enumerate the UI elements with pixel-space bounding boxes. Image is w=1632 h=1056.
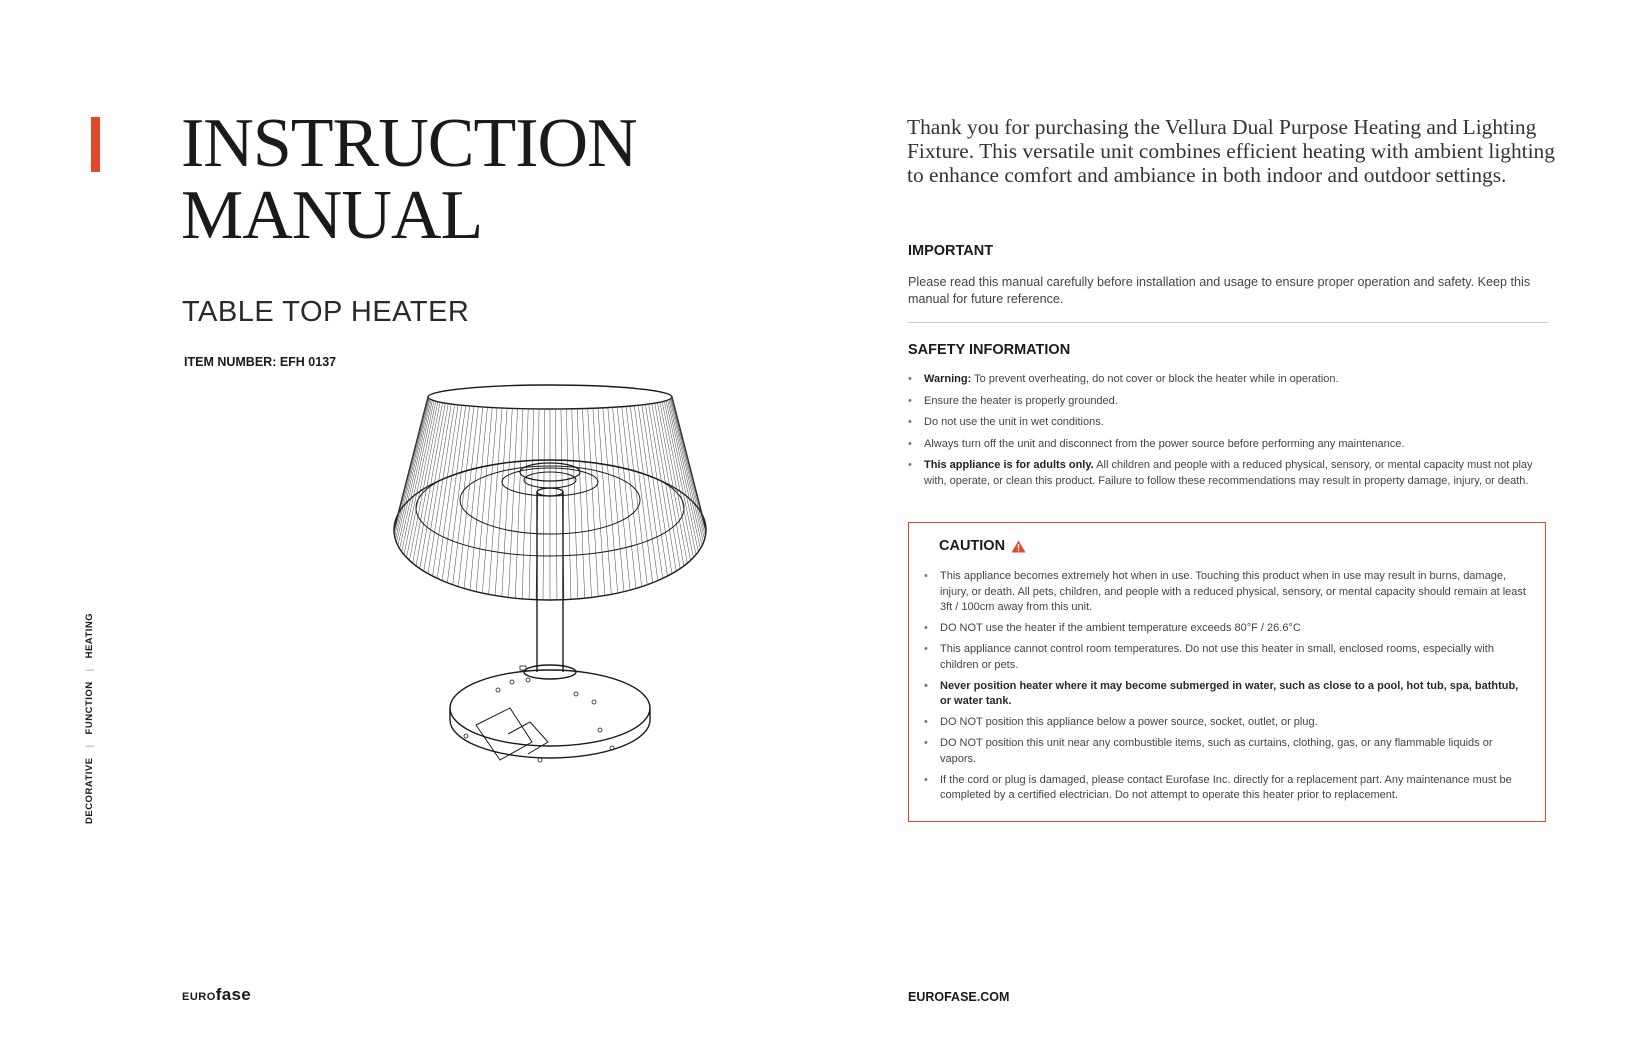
important-heading: IMPORTANT [908, 243, 994, 259]
safety-item-text: Ensure the heater is properly grounded. [924, 394, 1118, 407]
section-divider [908, 322, 1548, 323]
logo-fase: fase [215, 985, 252, 1004]
safety-item [908, 437, 1548, 453]
shade-pleat-line [458, 407, 478, 587]
table-top-heater-illustration [380, 350, 720, 830]
shade-pleat-line [447, 406, 469, 583]
website-link[interactable]: EUROFASE.COM [908, 990, 1010, 1004]
lamp-shade [394, 385, 706, 600]
manual-title [181, 105, 637, 254]
safety-item-text: To prevent overheating, do not cover or block the heater while in operation. [971, 373, 1339, 385]
shade-pleat-line [522, 409, 528, 599]
tag-function: FUNCTION [84, 681, 95, 735]
caution-item: • This appliance cannot control room temperatures. Do not use this heater in small, enclosed rooms, especially with children or pets. [924, 642, 1529, 673]
safety-item-text: Do not use the unit in wet conditions. [924, 416, 1104, 428]
shade-pleat-line [464, 407, 483, 588]
safety-list [908, 372, 1548, 495]
shade-pleat-line [670, 399, 703, 542]
shade-pleat-line [588, 408, 599, 596]
shade-pleat-line [669, 400, 702, 546]
shade-pleat-line [409, 402, 440, 560]
shade-pleat-line [398, 400, 431, 546]
shade-pleat-line [529, 409, 534, 599]
shade-pleat-line [395, 398, 429, 536]
accent-bar [91, 117, 100, 172]
item-number: ITEM NUMBER: EFH 0137 [184, 355, 337, 369]
safety-item-text: All children and people with a reduced physical, sensory, or mental capacity must not play with, operate, or clean this product. Failure to follow these recommendations may result in property damage, injury, or death. [924, 459, 1533, 487]
eurofase-logo [182, 985, 251, 1005]
shade-pleat-line [671, 399, 705, 540]
caution-box [908, 522, 1546, 822]
logo-euro: EURO [182, 991, 216, 1003]
side-category-tags [84, 614, 104, 824]
shade-pleat-line [622, 407, 642, 587]
shade-pleat-line [672, 398, 706, 536]
shade-pleat-line [630, 406, 652, 583]
caution-item: • If the cord or plug is damaged, please contact Eurofase Inc. directly for a replacement part. Any maintenance must be completed by a certified electrician. Do not attempt to operate this heater prior to replacement. [924, 773, 1529, 804]
caution-item: • Never position heater where it may become submerged in water, such as close to a pool, hot tub, spa, bathtub, or water tank. [924, 679, 1529, 710]
shade-pleat-line [453, 406, 474, 584]
caution-item: • This appliance becomes extremely hot when in use. Touching this product when in use may result in burns, damage, injury, or death. All pets, children, and people with a reduced physical, sensory, or mental capacity should remain at least 3ft / 100cm away from this unit. [924, 569, 1529, 616]
shade-pleat-line [593, 408, 605, 595]
shade-pleat-line [502, 408, 513, 596]
shade-pleat-line [489, 408, 502, 594]
shade-pleat-line [598, 408, 611, 594]
safety-item [908, 458, 1548, 489]
safety-item [908, 394, 1548, 410]
caution-list [924, 569, 1529, 809]
safety-item-text: Always turn off the unit and disconnect from the power source before performing any maintenance. [924, 437, 1405, 450]
tag-decorative: DECORATIVE [84, 757, 95, 824]
shade-pleat-line [572, 409, 578, 599]
tag-separator: | [84, 668, 95, 672]
tag-separator: | [84, 744, 95, 748]
caution-heading [939, 538, 1026, 554]
intro-paragraph: Thank you for purchasing the Vellura Dual Purpose Heating and Lighting Fixture. This versatile unit combines efficient heating with ambient lighting to enhance comfort and ambiance in both indoor and outdoor settings. [907, 115, 1555, 187]
shade-pleat-line [582, 409, 591, 598]
tag-heating: HEATING [84, 612, 95, 659]
shade-pleat-line [397, 399, 430, 542]
caution-item: • DO NOT position this appliance below a power source, socket, outlet, or plug. [924, 715, 1529, 731]
shade-pleat-line [395, 399, 429, 540]
shade-pleat-line [394, 398, 428, 534]
warning-triangle-icon [1011, 540, 1026, 553]
title-line-2: MANUAL [181, 177, 483, 254]
shade-pleat-line [672, 398, 706, 534]
safety-heading: SAFETY INFORMATION [908, 342, 1071, 358]
caution-title: CAUTION [939, 538, 1006, 554]
shade-pleat-line [617, 407, 636, 588]
title-line-1: INSTRUCTION [181, 105, 637, 182]
caution-item: • DO NOT use the heater if the ambient temperature exceeds 80°F / 26.6°C [924, 621, 1529, 637]
shade-pleat-line [660, 402, 691, 560]
important-text: Please read this manual carefully before installation and usage to ensure proper operation and safety. Keep this manual for future reference. [908, 275, 1531, 306]
shade-pleat-line [508, 409, 517, 598]
safety-item-bold: Warning: [924, 373, 972, 385]
shade-pleat-line [543, 409, 545, 600]
safety-item [908, 372, 1548, 388]
heater-base [450, 665, 650, 762]
safety-item-bold: This appliance is for adults only. [924, 459, 1094, 471]
shade-pleat-line [566, 409, 571, 599]
shade-pleat-line [555, 409, 557, 600]
shade-pleat-line [495, 408, 507, 595]
caution-item: • DO NOT position this unit near any combustible items, such as curtains, clothing, gas, or any flammable liquids or vapors. [924, 736, 1529, 767]
safety-item [908, 415, 1548, 431]
product-subtitle: TABLE TOP HEATER [182, 296, 470, 328]
shade-pleat-line [626, 406, 647, 584]
